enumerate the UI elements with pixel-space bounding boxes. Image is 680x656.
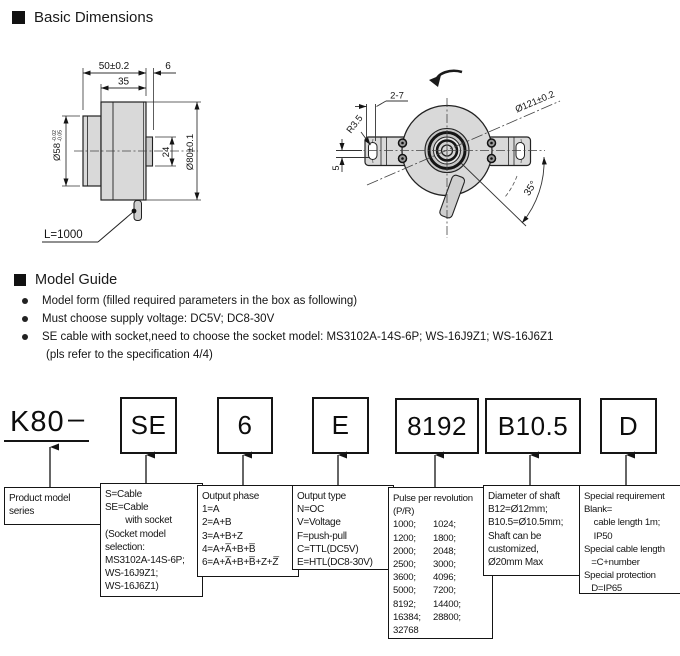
bullet-item [18, 292, 668, 310]
dim-5: 5 [331, 165, 341, 171]
bullet-item [18, 328, 668, 346]
dimension-drawings [0, 0, 680, 270]
model-guide-header [14, 272, 117, 288]
legend-shaft-diameter: Diameter of shaft B12=Ø12mm; B10.5=Ø10.5mm; Shaft can be customized, Ø20mm Max [483, 485, 584, 576]
dim-58-group [52, 130, 64, 161]
bullet-icon [22, 298, 28, 304]
dim-2-7: 2-7 [390, 90, 404, 102]
bullet-continuation: (pls refer to the specification 4/4) [46, 349, 213, 361]
dim-35: 35 [117, 76, 130, 88]
dim-58: Ø58 [52, 143, 63, 161]
model-dash: – [68, 403, 85, 435]
rotation-arrow-icon [429, 71, 462, 87]
dim-121: Ø121±0.2 [513, 88, 557, 116]
model-segment-output: E [312, 397, 369, 454]
section-square-icon [14, 274, 26, 286]
dim-58-tol-upper: -0.02 [52, 130, 58, 142]
legend-product-series: Product model series [4, 487, 106, 525]
dim-58-tol-lower: -0.05 [57, 130, 64, 142]
bullet-text: SE cable with socket,need to choose the socket model: MS3102A-14S-6P; WS-16J9Z1; WS-16J6Z1 [42, 331, 554, 343]
model-guide-bullets [18, 292, 668, 364]
dim-50: 50±0.2 [98, 61, 130, 72]
dim-6: 6 [165, 61, 171, 72]
bullet-icon [22, 316, 28, 322]
dim-80: Ø80±0.1 [185, 133, 196, 171]
bullet-text: Model form (filled required parameters in the box as following) [42, 295, 358, 307]
basic-dimensions-title: Basic Dimensions [34, 9, 154, 26]
model-prefix: K80 [10, 406, 65, 438]
legend-pulse-per-revolution: Pulse per revolution (P/R) 1000; 1024; 1200; 1800; 2000; 2048; 2500; 3000; 3600; 4096; 5000; 7200; 8192; 14400; 16384; 28800; 32768 [388, 487, 493, 639]
front-view-drawing [331, 71, 560, 238]
legend-cable-type: S=Cable SE=Cable with socket (Socket model selection: MS3102A-14S-6P; WS-16J9Z1; WS-16J6Z1) [100, 483, 203, 597]
cable-length-label: L=1000 [44, 229, 83, 241]
model-segment-shaft: B10.5 [485, 398, 581, 454]
legend-output-type: Output type N=OC V=Voltage F=push-pull C=TTL(DC5V) E=HTL(DC8-30V) [292, 485, 394, 570]
model-segment-cable: SE [120, 397, 177, 454]
model-guide-title: Model Guide [35, 272, 118, 288]
model-segment-phase: 6 [217, 397, 273, 454]
bullet-icon [22, 334, 28, 340]
model-prefix-underline [4, 440, 89, 442]
bullet-item [18, 310, 668, 328]
dim-r35: R3.5 [344, 113, 366, 136]
side-view-drawing [42, 61, 201, 242]
legend-output-phase: Output phase 1=A 2=A+B 3=A+B+Z 4=A+A̅+B+B̅ 6=A+A̅+B+B̅+Z+Z̅ [197, 485, 299, 577]
bullet-text: Must choose supply voltage: DC5V; DC8-30V [42, 313, 275, 325]
legend-special-requirement: Special requirement Blank= cable length 1m; IP50 Special cable length =C+number Special protection D=IP65 [579, 485, 680, 594]
model-segment-pulse: 8192 [395, 398, 479, 454]
dim-24: 24 [161, 146, 172, 158]
model-segment-special: D [600, 398, 657, 454]
dim-35deg: 35° [522, 179, 540, 198]
